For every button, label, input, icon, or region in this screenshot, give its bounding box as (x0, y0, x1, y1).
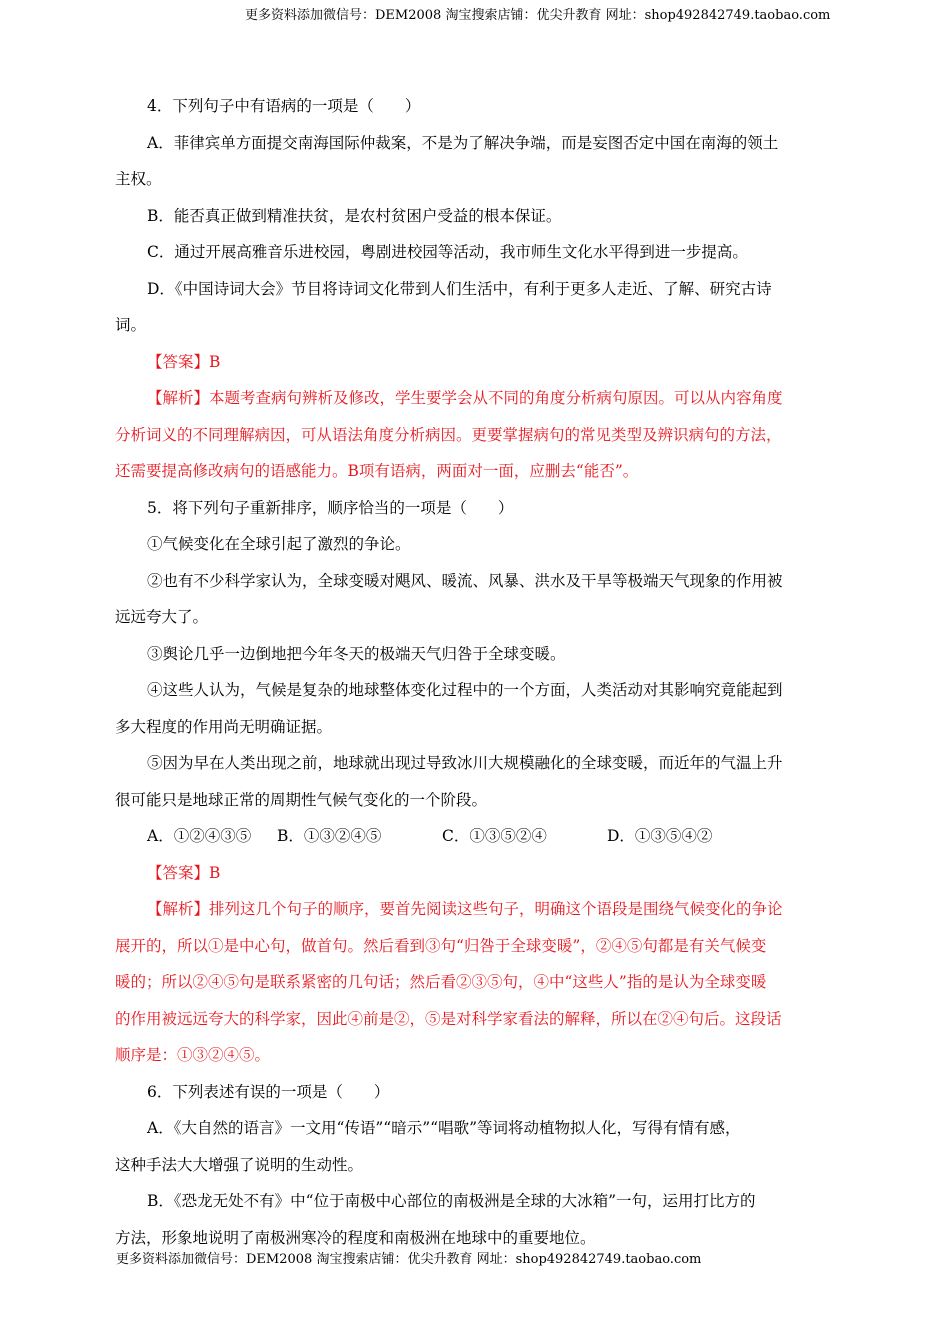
q5-analysis-cont: 展开的，所以①是中心句，做首句。然后看到③句“归咎于全球变暖”，②④⑤句都是有关气候变 (115, 936, 767, 955)
q4-option-b: B．能否真正做到精准扶贫，是农村贫困户受益的根本保证。 (147, 206, 562, 225)
q4-option-d-cont: 词。 (115, 316, 147, 334)
q5-sentence-2-cont: 远远夸大了。 (115, 608, 209, 626)
q5-sentence-5-cont: 很可能只是地球正常的周期性气候气变化的一个阶段。 (115, 790, 488, 809)
q5-sentence-2: ②也有不少科学家认为，全球变暖对飓风、暖流、风暴、洪水及干旱等极端天气现象的作用被 (147, 571, 783, 590)
document-body (115, 88, 835, 1256)
q4-stem: 4．下列句子中有语病的一项是（ ） (147, 97, 421, 115)
q6-option-b: B．《恐龙无处不有》中“位于南极中心部位的南极洲是全球的大冰箱”一句，运用打比方的 (147, 1192, 756, 1210)
page-header: 更多资料添加微信号：DEM2008 淘宝搜索店铺：优尖升教育 网址：shop492842749.taobao.com (245, 8, 831, 23)
q6-option-a-cont: 这种手法大大增强了说明的生动性。 (115, 1155, 364, 1174)
q4-option-a: A．菲律宾单方面提交南海国际仲裁案，不是为了解决争端，而是妄图否定中国在南海的领土 (147, 133, 779, 152)
q5-option-c: C．①③⑤②④ (442, 827, 547, 845)
q6-option-b-cont: 方法，形象地说明了南极洲寒冷的程度和南极洲在地球中的重要地位。 (115, 1228, 596, 1247)
q5-analysis: 【解析】排列这几个句子的顺序，要首先阅读这些句子，明确这个语段是围绕气候变化的争论 (147, 900, 783, 918)
q5-option-d: D．①③⑤④② (607, 827, 713, 845)
q5-analysis-cont: 的作用被远远夸大的科学家，因此④前是②，⑤是对科学家看法的解释，所以在②④句后。这段话 (115, 1009, 782, 1028)
q5-option-a: A．①②④③⑤ (147, 827, 252, 845)
q4-analysis-cont: 分析词义的不同理解病因，可从语法角度分析病因。更要掌握病句的常见类型及辨识病句的方法， (115, 425, 782, 444)
page-footer: 更多资料添加微信号：DEM2008 淘宝搜索店铺：优尖升教育 网址：shop492842749.taobao.com (116, 1252, 702, 1267)
q6-stem: 6．下列表述有误的一项是（ ） (147, 1082, 390, 1101)
q4-option-d: D．《中国诗词大会》节目将诗词文化带到人们生活中，有利于更多人走近、了解、研究古诗 (147, 279, 772, 298)
q5-sentence-4: ④这些人认为，气候是复杂的地球整体变化过程中的一个方面，人类活动对其影响究竟能起到 (147, 681, 783, 699)
q4-option-a-cont: 主权。 (115, 170, 162, 188)
q4-analysis: 【解析】本题考查病句辨析及修改，学生要学会从不同的角度分析病句原因。可以从内容角度 (147, 389, 783, 407)
q6-option-a: A．《大自然的语言》一文用“传语”“暗示”“唱歌”等词将动植物拟人化，写得有情有感， (147, 1119, 741, 1137)
q5-analysis-cont: 暖的；所以②④⑤句是联系紧密的几句话；然后看②③⑤句，④中“这些人”指的是认为全球变暖 (115, 973, 767, 991)
q4-answer: 【答案】B (147, 352, 221, 371)
q5-stem: 5．将下列句子重新排序，顺序恰当的一项是（ ） (147, 498, 514, 517)
q5-sentence-3: ③舆论几乎一边倒地把今年冬天的极端天气归咎于全球变暖。 (147, 644, 566, 663)
q5-option-b: B．①③②④⑤ (277, 827, 382, 845)
q5-sentence-5: ⑤因为早在人类出现之前，地球就出现过导致冰川大规模融化的全球变暖，而近年的气温上升 (147, 754, 783, 772)
q5-analysis-cont: 顺序是：①③②④⑤。 (115, 1046, 271, 1064)
q4-option-c: C．通过开展高雅音乐进校园，粤剧进校园等活动，我市师生文化水平得到进一步提高。 (147, 243, 748, 261)
q5-sentence-4-cont: 多大程度的作用尚无明确证据。 (115, 717, 333, 736)
q5-answer: 【答案】B (147, 863, 221, 882)
q4-analysis-cont: 还需要提高修改病句的语感能力。B项有语病，两面对一面，应删去“能否”。 (115, 462, 639, 480)
q5-options (115, 818, 835, 855)
q5-sentence-1: ①气候变化在全球引起了激烈的争论。 (147, 535, 411, 553)
